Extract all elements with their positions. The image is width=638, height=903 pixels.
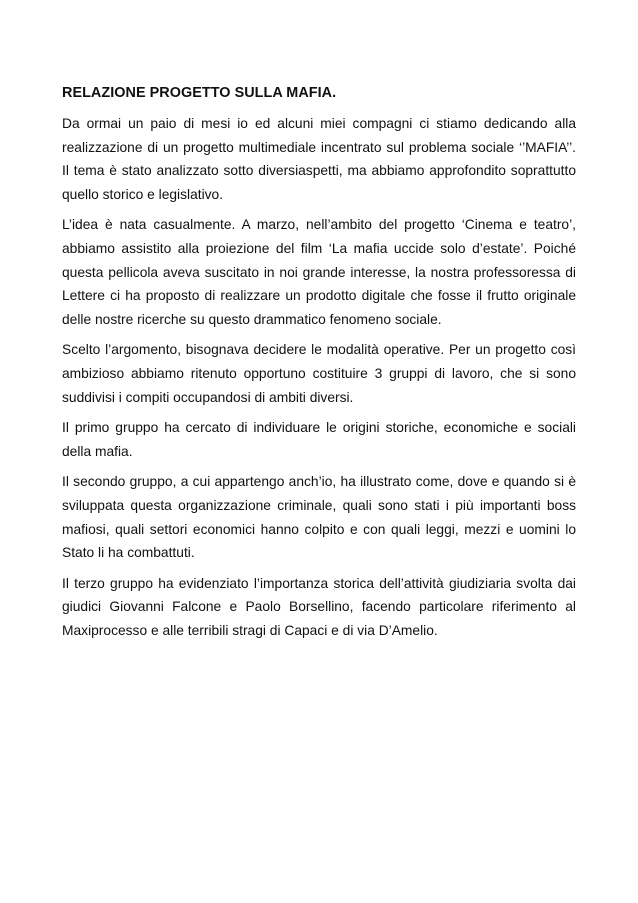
paragraph-group-one: Il primo gruppo ha cercato di individuare le origini storiche, economiche e sociali della mafia. xyxy=(62,420,576,459)
document-title: RELAZIONE PROGETTO SULLA MAFIA. xyxy=(62,85,337,101)
paragraph-group-three: Il terzo gruppo ha evidenziato l’importanza storica dell’attività giudiziaria svolta dai giudici Giovanni Falcone e Paolo Borsellino, facendo particolare riferimento al Maxiprocesso e alle terribili stragi di Capaci e di via D’Amelio. xyxy=(62,575,576,638)
paragraph-group-two: Il secondo gruppo, a cui appartengo anch’io, ha illustrato come, dove e quando si è sviluppata questa organizzazione criminale, quali sono stati i più importanti boss mafiosi, quali settori economici hanno colpito e con quali leggi, mezzi e uomini lo Stato li ha combattuti. xyxy=(62,474,576,561)
paragraph-intro: Da ormai un paio di mesi io ed alcuni miei compagni ci stiamo dedicando alla realizzazione di un progetto multimediale incentrato sul problema sociale ‘’MAFIA’’. Il tema è stato analizzato sotto diversiaspetti, ma abbiamo approfondito soprattutto quello storico e legislativo. xyxy=(62,116,576,202)
paragraph-method: Scelto l’argomento, bisognava decidere le modalità operative. Per un progetto così ambizioso abbiamo ritenuto opportuno costituire 3 gruppi di lavoro, che si sono suddivisi i compiti occupandosi di ambiti diversi. xyxy=(62,342,576,405)
paragraph-idea: L’idea è nata casualmente. A marzo, nell’ambito del progetto ‘Cinema e teatro’, abbiamo assistito alla proiezione del film ‘La mafia uccide solo d’estate’. Poiché questa pellicola aveva suscitato in noi grande interesse, la nostra professoressa di Lettere ci ha proposto di realizzare un prodotto digitale che fosse il frutto originale delle nostre ricerche su questo drammatico fenomeno sociale. xyxy=(62,217,576,327)
document-page xyxy=(62,82,576,649)
